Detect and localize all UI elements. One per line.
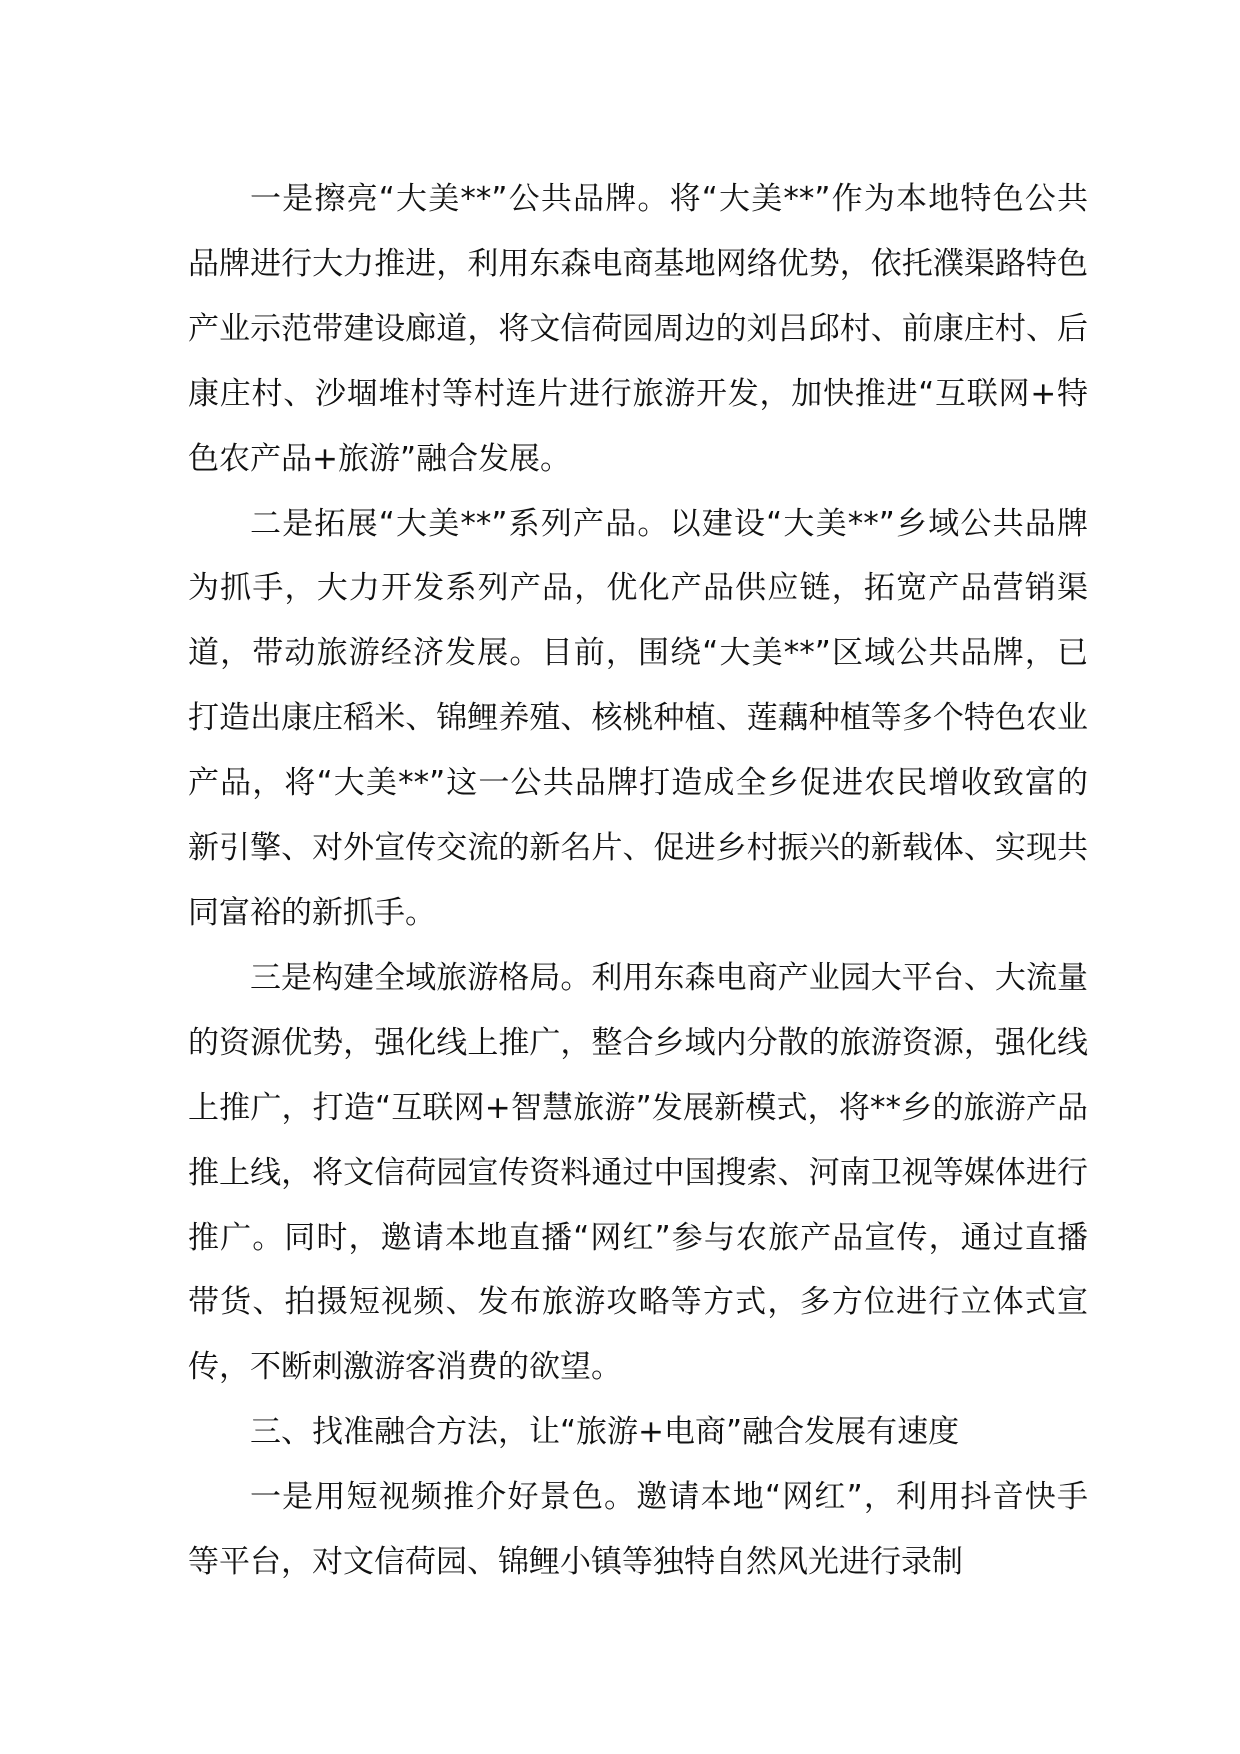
paragraph-short-video: 一是用短视频推介好景色。邀请本地“网红”，利用抖音快手等平台，对文信荷园、锦鲤小镇等独特自然风光进行录制 (188, 1479, 1088, 1581)
paragraph-products: 二是拓展“大美**”系列产品。以建设“大美**”乡域公共品牌为抓手，大力开发系列产品，优化产品供应链，拓宽产品营销渠道，带动旅游经济发展。目前，围绕“大美**”区域公共品牌，已打造出康庄稻米、锦鲤养殖、核桃种植、莲藕种植等多个特色农业产品，将“大美**”这一公共品牌打造成全乡促进农民增收致富的新引擎、对外宣传交流的新名片、促进乡村振兴的新载体、实现共同富裕的新抓手。 (188, 505, 1088, 931)
paragraph-brand: 一是擦亮“大美**”公共品牌。将“大美**”作为本地特色公共品牌进行大力推进，利用东森电商基地网络优势，依托濮渠路特色产业示范带建设廊道，将文信荷园周边的刘吕邱村、前康庄村、后康庄村、沙堌堆村等村连片进行旅游开发，加快推进“互联网+特色农产品+旅游”融合发展。 (188, 181, 1088, 477)
section-heading: 三、找准融合方法，让“旅游+电商”融合发展有速度 (250, 1414, 960, 1451)
paragraph-tourism: 三是构建全域旅游格局。利用东森电商产业园大平台、大流量的资源优势，强化线上推广，整合乡域内分散的旅游资源，强化线上推广，打造“互联网+智慧旅游”发展新模式，将**乡的旅游产品推上线，将文信荷园宣传资料通过中国搜索、河南卫视等媒体进行推广。同时，邀请本地直播“网红”参与农旅产品宣传，通过直播带货、拍摄短视频、发布旅游攻略等方式，多方位进行立体式宣传，不断刺激游客消费的欲望。 (188, 959, 1088, 1386)
document-body (188, 167, 1088, 1595)
